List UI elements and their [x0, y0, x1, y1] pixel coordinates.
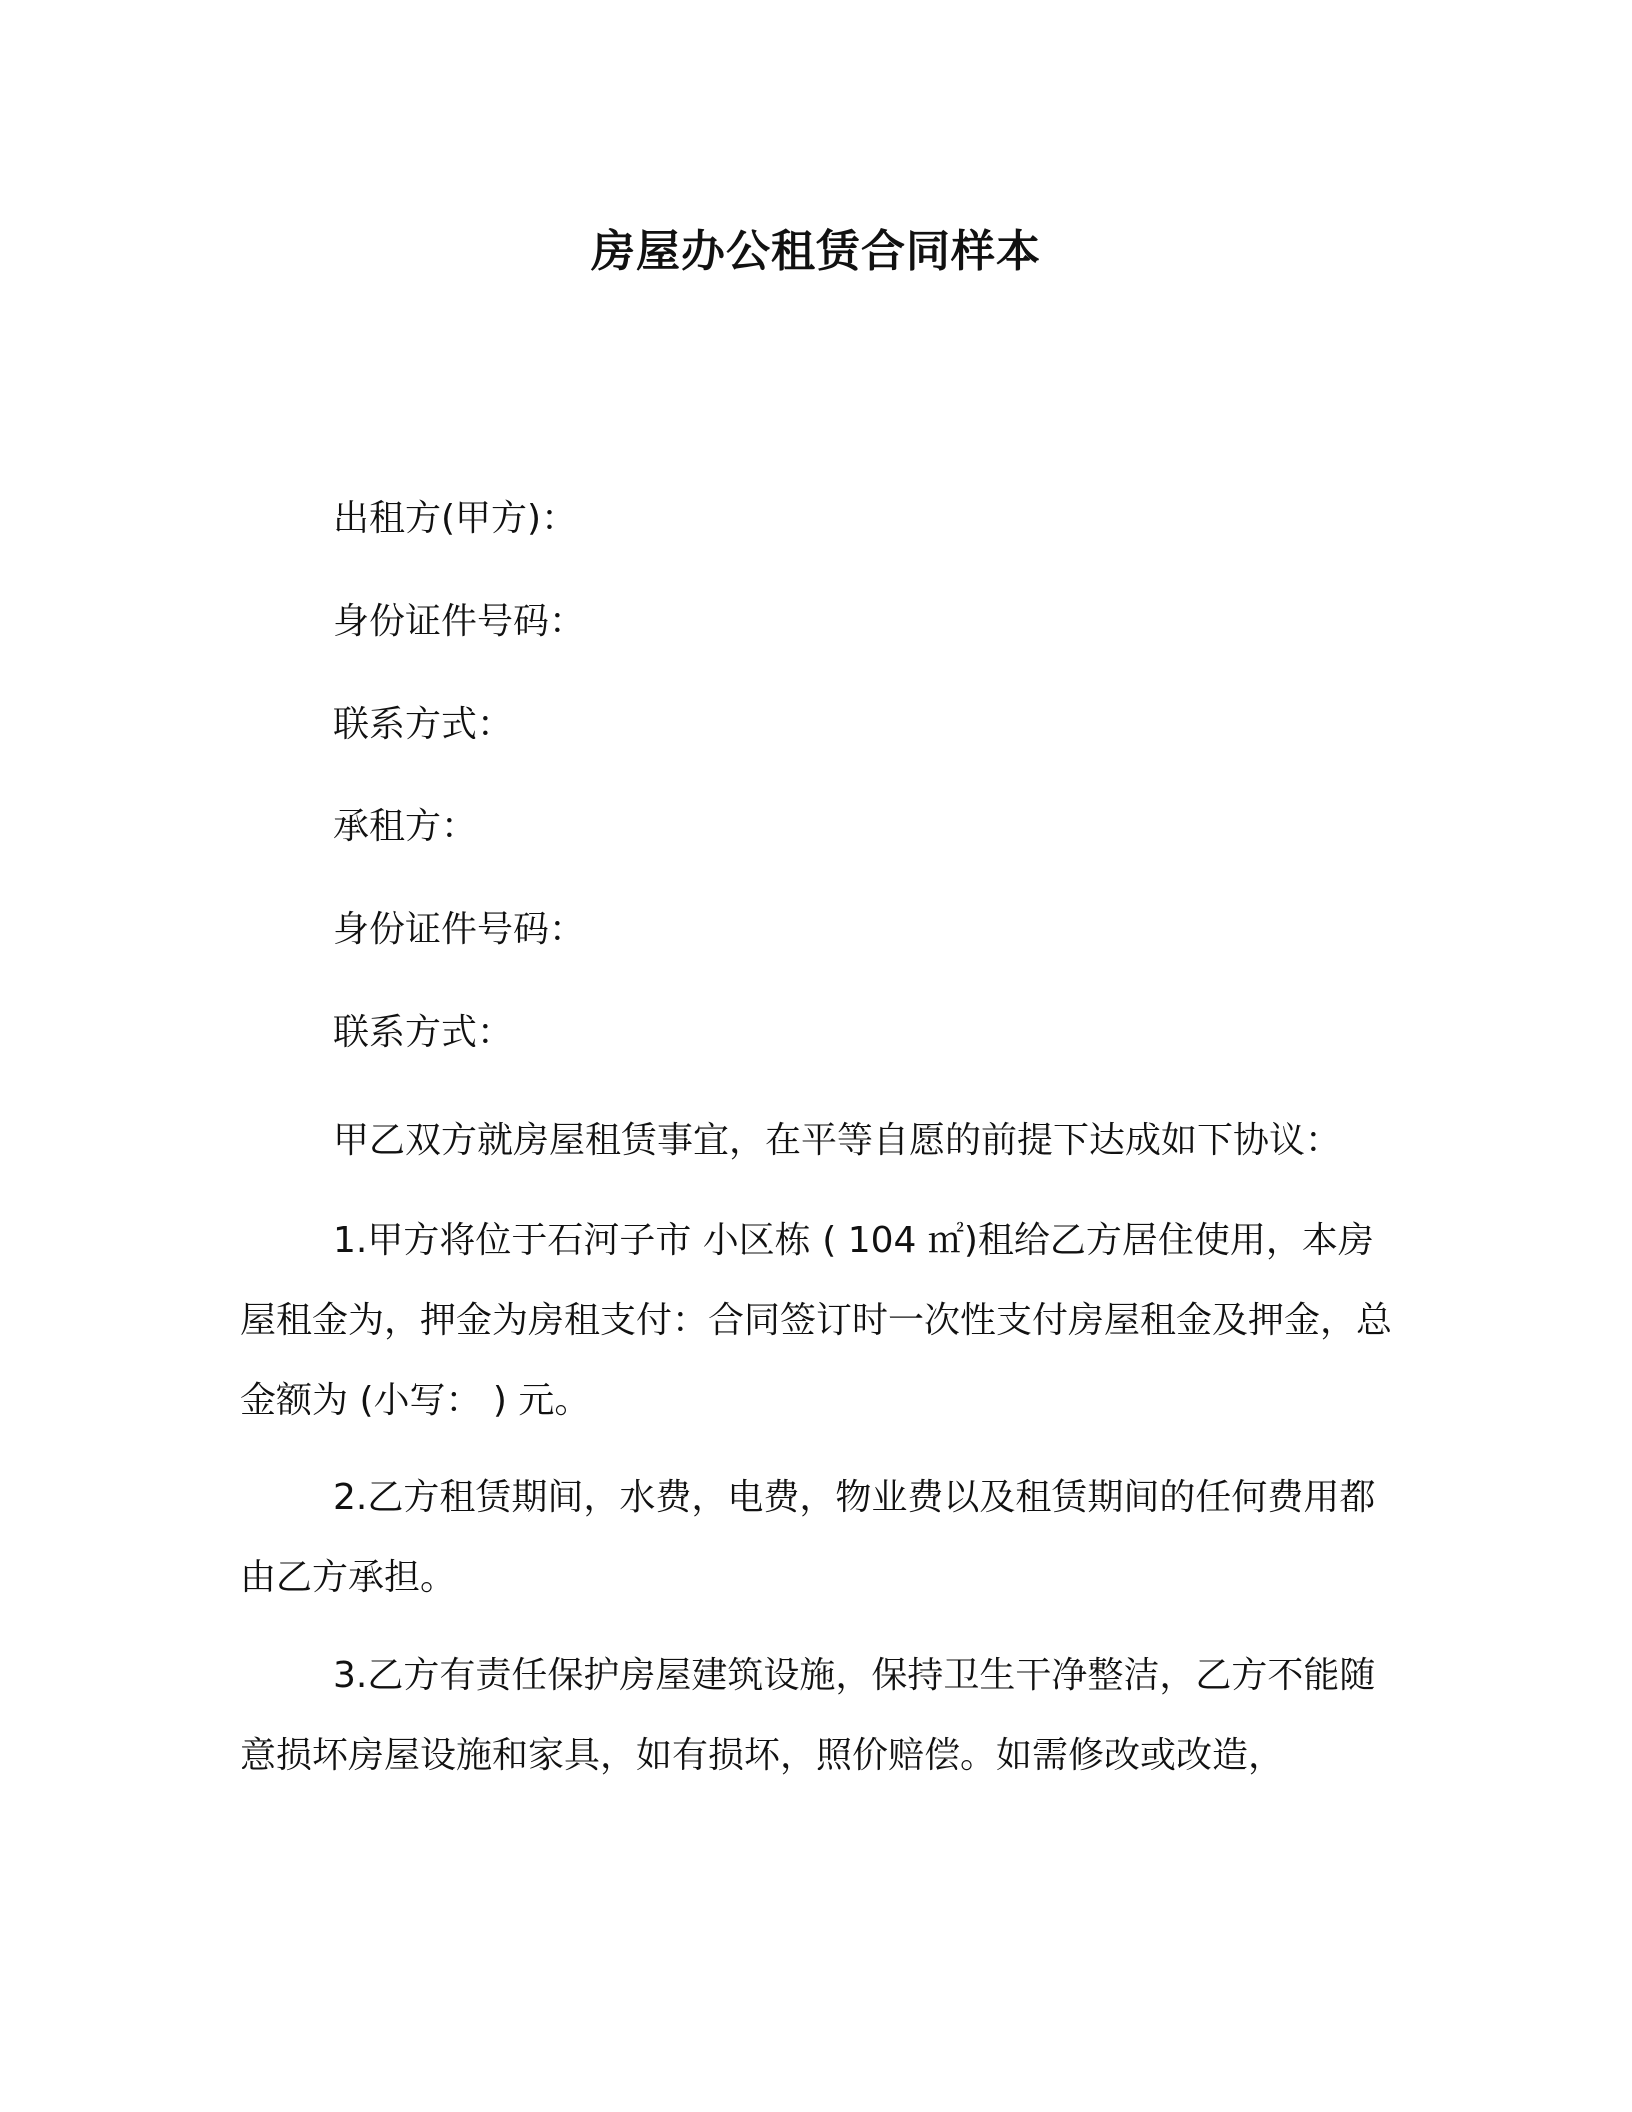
lessor-id-field-label: 身份证件号码： — [333, 601, 586, 642]
clause-1: 1.甲方将位于石河子市 小区栋 ( 104 ㎡)租给乙方居住使用，本房屋租金为，押金为房租支付：合同签订时一次性支付房屋租金及押金，总金额为 (小写： ) 元。 — [240, 1220, 1393, 1421]
lessee-field-label: 承租方： — [333, 806, 478, 847]
agreement-intro: 甲乙双方就房屋租赁事宜，在平等自愿的前提下达成如下协议： — [333, 1120, 1342, 1161]
clause-3: 3.乙方有责任保护房屋建筑设施，保持卫生干净整洁，乙方不能随意损坏房屋设施和家具，如有损坏，照价赔偿。如需修改或改造， — [240, 1655, 1376, 1776]
document-title: 房屋办公租赁合同样本 — [591, 226, 1041, 277]
lessee-contact-field-label: 联系方式： — [333, 1012, 514, 1053]
lessee-id-field-label: 身份证件号码： — [333, 909, 586, 950]
lessor-contact-field-label: 联系方式： — [333, 704, 514, 745]
clause-2: 2.乙方租赁期间，水费，电费，物业费以及租赁期间的任何费用都由乙方承担。 — [240, 1477, 1376, 1598]
lessor-field-label: 出租方(甲方)： — [333, 498, 578, 539]
